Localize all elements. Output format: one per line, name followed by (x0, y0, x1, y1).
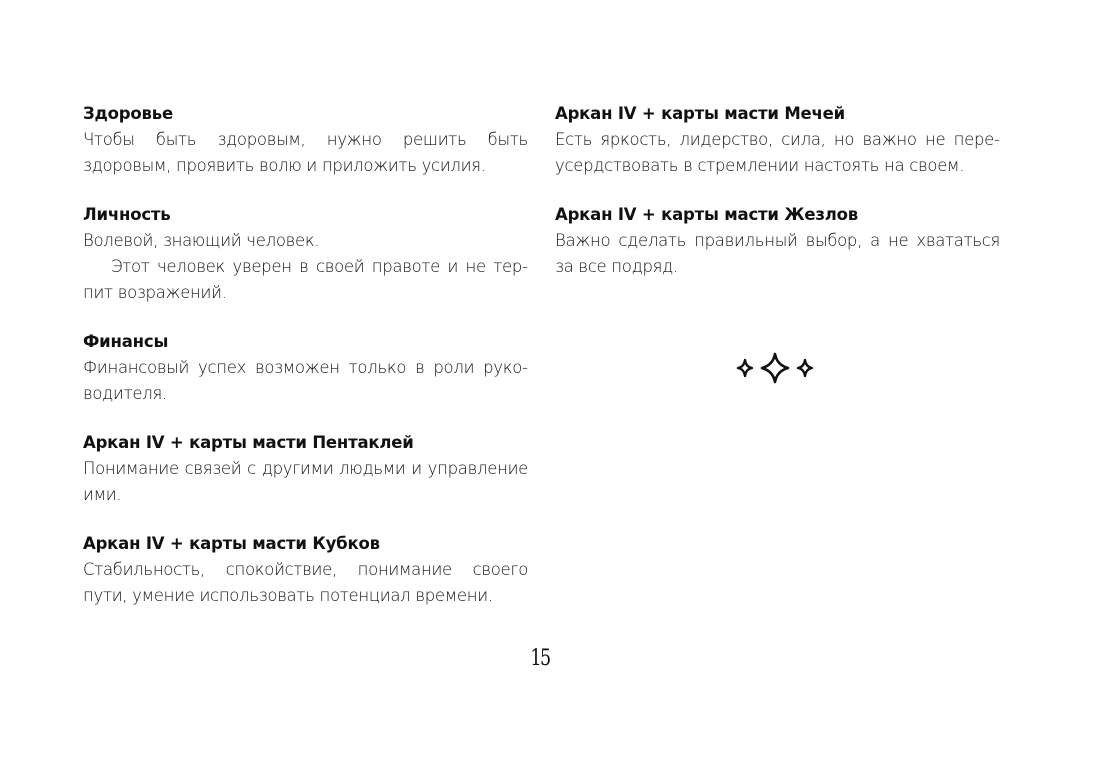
page-number: 15 (530, 646, 550, 671)
section-title: Аркан IV + карты масти Мечей (555, 104, 846, 123)
section-text (83, 228, 528, 306)
section-text (555, 228, 1000, 280)
section-title: Аркан IV + карты масти Пентаклей (83, 433, 414, 452)
paragraph: Понимание связей с другими людьми и управление ими. (83, 459, 528, 504)
paragraph: Волевой, знающий человек. (83, 231, 320, 250)
section-text (83, 456, 528, 508)
four-point-stars-icon (733, 352, 817, 384)
paragraph: Важно сделать правильный выбор, а не хвататься за все подряд. (555, 231, 1000, 276)
section-title: Аркан IV + карты масти Кубков (83, 534, 380, 553)
section-personality (83, 202, 528, 306)
paragraph: Есть яркость, лидерство, сила, но важно не переусердствовать в стремлении настоять на своем. (555, 130, 1000, 175)
paragraph: Этот человек уверен в своей правоте и не терпит возражений. (83, 257, 528, 302)
section-title: Личность (83, 205, 171, 224)
small-star-right-icon (798, 360, 812, 376)
section-title: Здоровье (83, 104, 173, 123)
section-text (83, 557, 528, 609)
section-title: Финансы (83, 332, 169, 351)
small-star-left-icon (738, 360, 752, 376)
section-title: Аркан IV + карты масти Жезлов (555, 205, 858, 224)
section-finance (83, 329, 528, 407)
paragraph: Финансовый успех возможен только в роли руководителя. (83, 358, 528, 403)
section-text (83, 127, 528, 179)
section-wands (555, 202, 1000, 280)
paragraph: Чтобы быть здоровым, нужно решить быть здоровым, проявить волю и приложить усилия. (83, 130, 528, 175)
section-text (83, 355, 528, 407)
section-health (83, 101, 528, 179)
paragraph: Стабильность, спокойствие, понимание своего пути, умение использовать потенциал времени. (83, 560, 528, 605)
left-column (83, 101, 528, 632)
right-column (555, 101, 1000, 303)
section-cups (83, 531, 528, 609)
large-star-center-icon (762, 354, 788, 382)
section-pentacles (83, 430, 528, 508)
section-text (555, 127, 1000, 179)
section-swords (555, 101, 1000, 179)
